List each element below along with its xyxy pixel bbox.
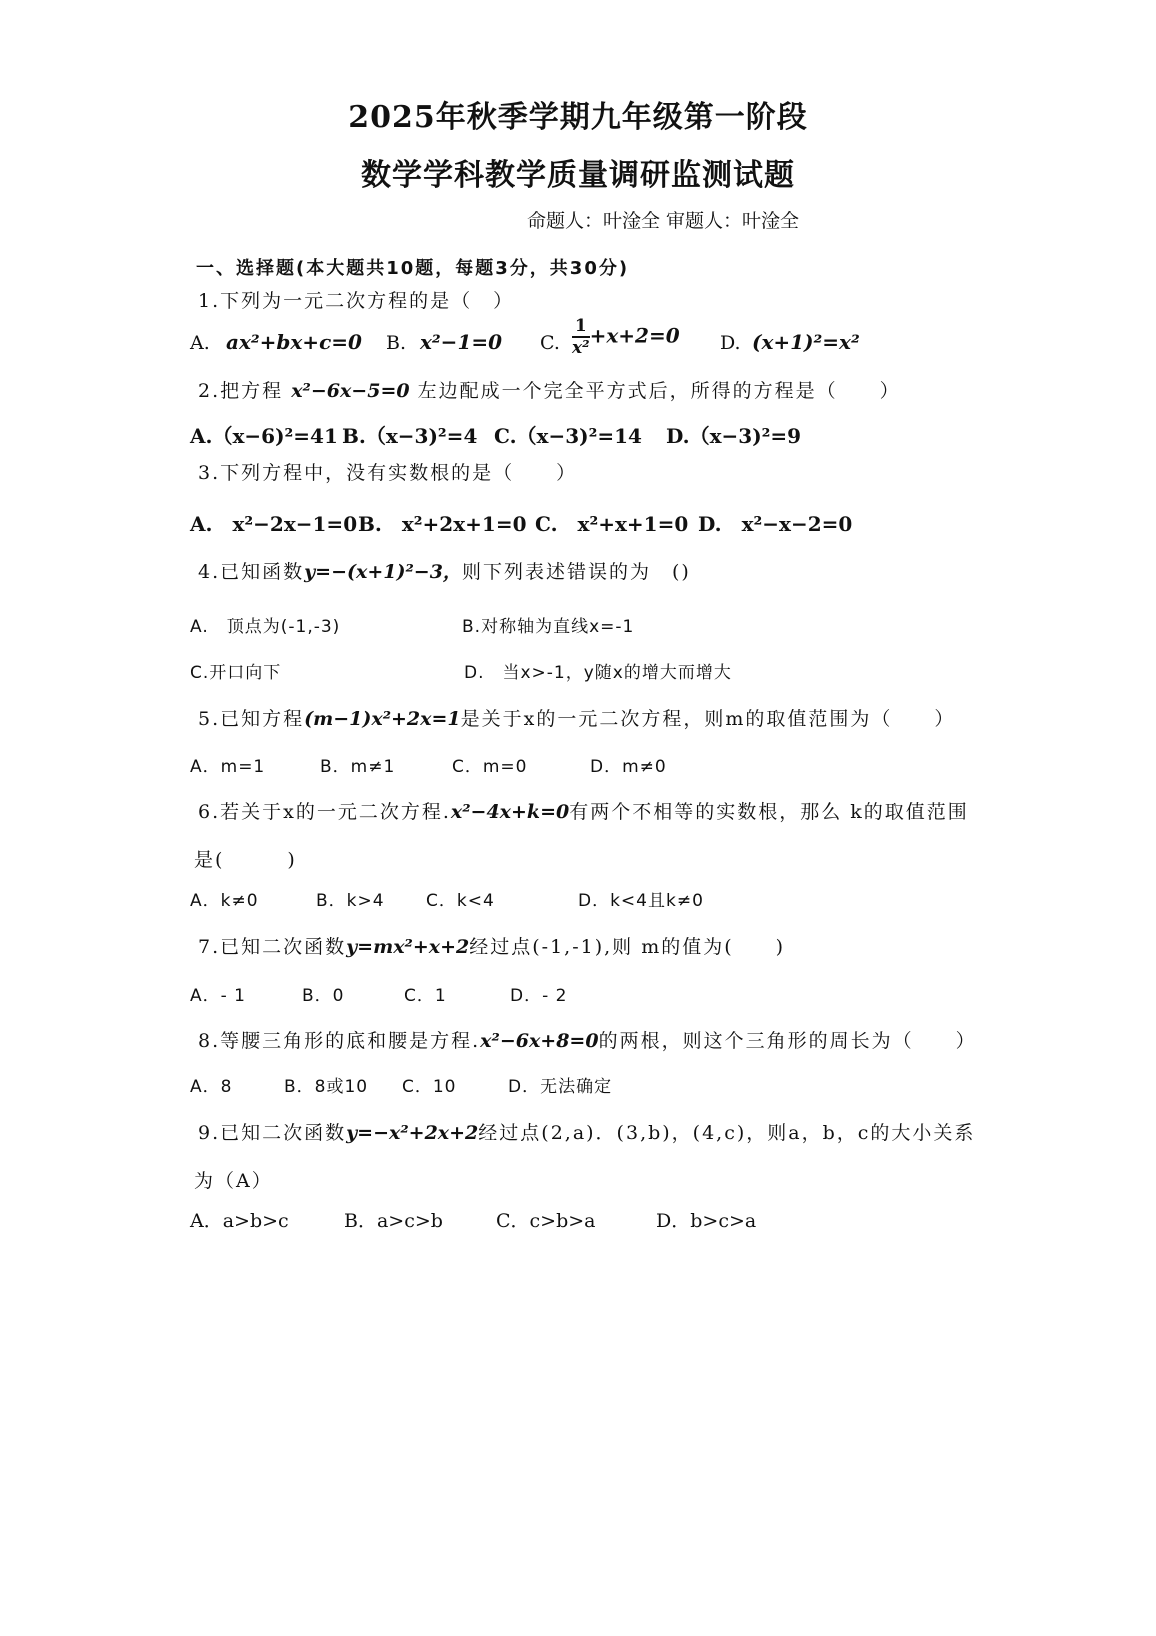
q2-option-d: D.（x−3)²=9 bbox=[666, 424, 802, 448]
q2-stem-text: 2.把方程 bbox=[198, 380, 284, 402]
q7-option-d: D．- 2 bbox=[510, 986, 568, 1006]
q5-option-c: C．m=0 bbox=[452, 757, 528, 777]
q4-stem-equation: y=−(x+1)²−3， bbox=[304, 561, 462, 583]
q8-stem-text: 8.等腰三角形的底和腰是方程. bbox=[198, 1030, 481, 1052]
q8-option-d: D．无法确定 bbox=[508, 1077, 613, 1097]
q7-stem-equation: y=mx²+x+2 bbox=[346, 936, 470, 958]
q3-option-d: D. x²−x−2=0 bbox=[698, 512, 853, 536]
exam-title-line2: 数学学科教学质量调研监测试题 bbox=[361, 158, 795, 193]
q5-stem-text-2: 是关于x的一元二次方程，则m的取值范围为（ ） bbox=[460, 708, 956, 730]
question-3-stem: 3.下列方程中，没有实数根的是（ ） bbox=[198, 462, 578, 484]
q1-option-c-numerator: 1 bbox=[572, 316, 590, 338]
q4-stem-text-2: 则下列表述错误的为 () bbox=[461, 561, 691, 583]
question-9-stem bbox=[198, 1118, 975, 1145]
q9-stem-text-2: 经过点(2,a)．(3,b)，(4,c)，则a，b，c的大小关系 bbox=[478, 1122, 976, 1144]
q8-option-a: A．8 bbox=[190, 1077, 233, 1097]
q2-stem-equation: x²−6x−5=0 bbox=[291, 380, 410, 402]
q1-option-c-rest: +x+2=0 bbox=[589, 323, 680, 348]
q6-option-b: B．k>4 bbox=[316, 891, 385, 911]
q7-option-a: A．- 1 bbox=[190, 986, 246, 1006]
q9-stem-equation: y=−x²+2x+2 bbox=[346, 1122, 479, 1144]
q3-option-b: B. x²+2x+1=0 bbox=[358, 512, 527, 536]
q6-option-c: C．k<4 bbox=[426, 891, 495, 911]
q1-option-a-label: A. bbox=[190, 332, 210, 354]
question-6-stem bbox=[198, 797, 969, 824]
question-9-stem-line2: 为（A） bbox=[194, 1170, 273, 1192]
q4-stem-text: 4.已知函数 bbox=[198, 561, 305, 583]
q8-option-c: C．10 bbox=[402, 1077, 457, 1097]
q9-option-d: D．b>c>a bbox=[656, 1210, 757, 1232]
q2-option-c: C.（x−3)²=14 bbox=[494, 424, 642, 448]
q5-stem-text: 5.已知方程 bbox=[198, 708, 305, 730]
q6-stem-equation: x²−4x+k=0 bbox=[450, 801, 570, 823]
q8-stem-text-2: 的两根，则这个三角形的周长为（ ） bbox=[598, 1030, 977, 1052]
q3-option-c: C. x²+x+1=0 bbox=[535, 512, 689, 536]
q4-option-c: C.开口向下 bbox=[190, 663, 282, 683]
q1-option-a-equation: ax²+bx+c=0 bbox=[226, 330, 362, 354]
q7-option-b: B．0 bbox=[302, 986, 345, 1006]
q6-option-a: A．k≠0 bbox=[190, 891, 259, 911]
q6-stem-text-2: 有两个不相等的实数根，那么 k的取值范围 bbox=[569, 801, 969, 823]
q8-stem-equation: x²−6x+8=0 bbox=[480, 1030, 599, 1052]
question-7-stem bbox=[198, 932, 785, 959]
q2-stem-text-2: 左边配成一个完全平方式后，所得的方程是（ ） bbox=[417, 380, 901, 402]
q9-option-c: C．c>b>a bbox=[496, 1210, 596, 1232]
q5-option-a: A．m=1 bbox=[190, 757, 266, 777]
q7-stem-text-2: 经过点(-1,-1),则 m的值为( ) bbox=[469, 936, 786, 958]
q2-option-b: B.（x−3)²=4 bbox=[342, 424, 478, 448]
exam-title-line1: 2025年秋季学期九年级第一阶段 bbox=[348, 100, 808, 135]
q1-option-b-label: B. bbox=[386, 332, 407, 354]
q5-stem-equation: (m−1)x²+2x=1 bbox=[304, 708, 461, 730]
q1-option-c-equation bbox=[572, 316, 680, 358]
q1-option-c-label: C. bbox=[540, 332, 560, 354]
q5-option-d: D．m≠0 bbox=[590, 757, 667, 777]
q4-option-d: D. 当x>-1，y随x的增大而增大 bbox=[464, 663, 732, 683]
question-8-stem bbox=[198, 1026, 977, 1053]
q9-stem-text: 9.已知二次函数 bbox=[198, 1122, 347, 1144]
exam-authors: 命题人：叶淦全 审题人：叶淦全 bbox=[527, 210, 800, 232]
question-1-stem: 1.下列为一元二次方程的是（ ） bbox=[198, 290, 515, 312]
q1-option-b-equation: x²−1=0 bbox=[420, 330, 503, 354]
q9-option-b: B．a>c>b bbox=[344, 1210, 443, 1232]
q6-option-d: D．k<4且k≠0 bbox=[578, 891, 704, 911]
q6-stem-text: 6.若关于x的一元二次方程. bbox=[198, 801, 451, 823]
q3-option-a: A. x²−2x−1=0 bbox=[190, 512, 358, 536]
q7-option-c: C．1 bbox=[404, 986, 447, 1006]
q4-option-a: A. 顶点为(-1,-3) bbox=[190, 617, 341, 637]
q1-option-d-label: D. bbox=[720, 332, 741, 354]
question-5-stem bbox=[198, 704, 955, 731]
q9-option-a: A．a>b>c bbox=[190, 1210, 289, 1232]
q1-option-c-fraction bbox=[572, 316, 590, 358]
q2-option-a: A.（x−6)²=41 bbox=[190, 424, 338, 448]
question-4-stem bbox=[198, 557, 691, 584]
q8-option-b: B．8或10 bbox=[284, 1077, 369, 1097]
section-heading-choice: 一、选择题(本大题共10题，每题3分，共30分) bbox=[196, 258, 630, 279]
question-6-stem-line2: 是( ) bbox=[194, 849, 297, 871]
q5-option-b: B．m≠1 bbox=[320, 757, 396, 777]
q1-option-d-equation: (x+1)²=x² bbox=[752, 330, 860, 354]
q4-option-b: B.对称轴为直线x=-1 bbox=[462, 617, 635, 637]
question-2-stem bbox=[198, 376, 901, 403]
q7-stem-text: 7.已知二次函数 bbox=[198, 936, 347, 958]
q1-option-c-denominator: x² bbox=[572, 338, 590, 358]
